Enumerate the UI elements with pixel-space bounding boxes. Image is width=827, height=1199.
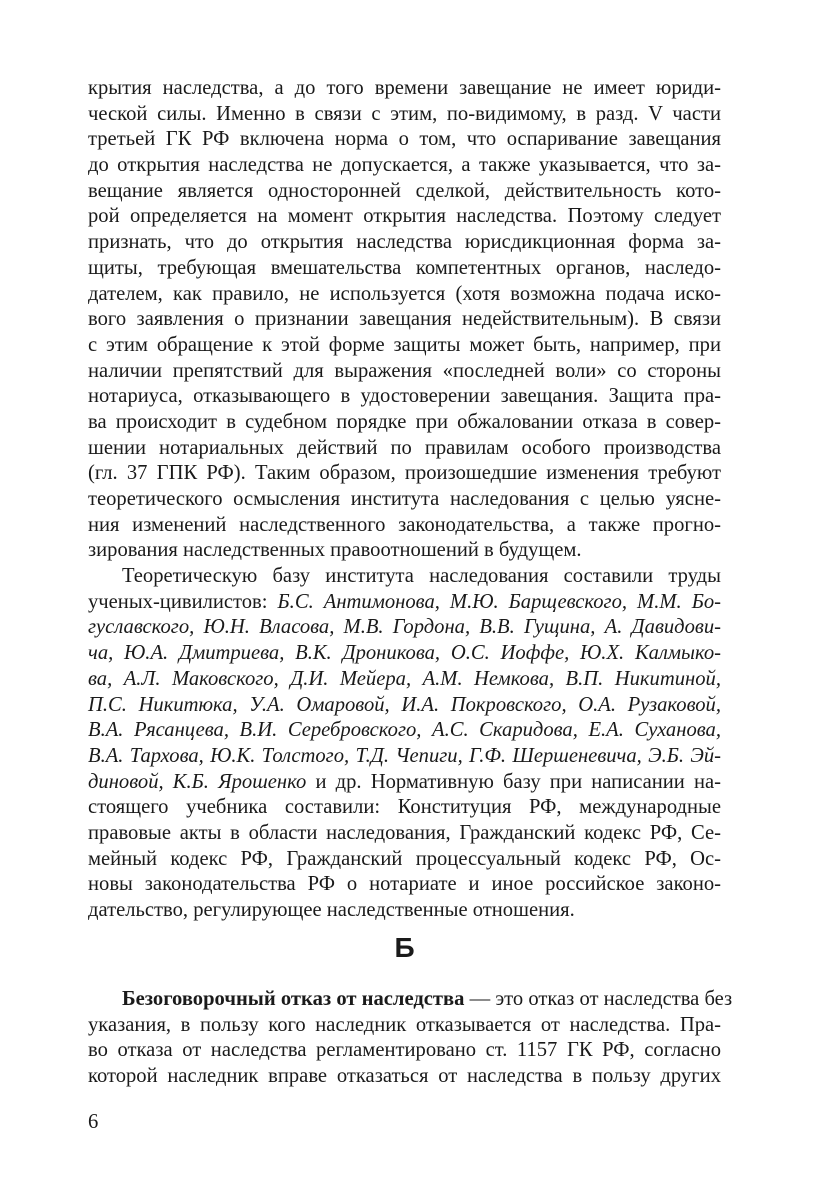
text-line: дательство, регулирующее наследственные отношения. [88, 899, 575, 921]
text-line: ческой силы. Именно в связи с этим, по-видимому, в разд. V части [88, 102, 721, 125]
text-line [88, 590, 721, 616]
section-heading-letter: Б [394, 932, 415, 963]
text-line: крытия наследства, а до того времени завещание не имеет юриди- [88, 77, 721, 99]
text-line: (гл. 37 ГПК РФ). Таким образом, произошедшие изменения требуют [88, 462, 721, 485]
text-line: новы законодательства РФ о нотариате и иное российское законо- [88, 873, 721, 896]
author-names: ва, А.Л. Маковского, Д.И. Мейера, А.М. Немкова, В.П. Никитиной, [88, 667, 721, 690]
author-names: П.С. Никитюка, У.А. Омаровой, И.А. Покровского, О.А. Рузаковой, [88, 693, 721, 716]
text-line: ва происходит в судебном порядке при обжаловании отказа в совер- [88, 410, 721, 433]
text-line: шении нотариальных действий по правилам особого производства [88, 436, 721, 459]
author-names: Б.С. Антимонова, М.Ю. Барщевского, М.М. Бо- [277, 590, 721, 613]
text-line: признать, что до открытия наследства юрисдикционная форма за- [88, 231, 721, 254]
text-line: которой наследник вправе отказаться от наследства в пользу других [88, 1065, 721, 1088]
text-line: наличии препятствий для выражения «последней воли» со стороны [88, 359, 721, 382]
text-line: ния изменений наследственного законодательства, а также прогно- [88, 513, 721, 536]
text-line: щиты, требующая вмешательства компетентных органов, наследо- [88, 256, 721, 279]
text-line: третьей ГК РФ включена норма о том, что оспаривание завещания [88, 128, 721, 151]
text-line [88, 770, 721, 796]
author-names: ча, Ю.А. Дмитриева, В.К. Дроникова, О.С. Иоффе, Ю.Х. Калмыко- [88, 642, 721, 665]
text-line: теоретического осмысления института наследования с целью уясне- [88, 488, 721, 510]
text-line: Теоретическую базу института наследования составили труды [122, 565, 721, 588]
author-names: диновой, К.Б. Ярошенко [88, 770, 307, 793]
text-line: с этим обращение к этой форме защиты может быть, например, при [88, 333, 721, 356]
text-line: вещание является односторонней сделкой, действительность кото- [88, 179, 721, 202]
text-line: дателем, как правило, не используется (хотя возможна подача иско- [88, 282, 721, 305]
text-line: рой определяется на момент открытия наследства. Поэтому следует [88, 205, 721, 228]
text-line [88, 987, 733, 1013]
author-names: В.А. Тархова, Ю.К. Толстого, Т.Д. Чепиги, Г.Ф. Шершеневича, Э.Б. Эй- [88, 744, 721, 767]
page-number: 6 [88, 1111, 99, 1133]
text-line: зирования наследственных правоотношений в будущем. [88, 539, 582, 562]
text-line: вого заявления о признании завещания недействительным). В связи [88, 308, 721, 331]
text-run: ученых-цивилистов: [88, 590, 278, 613]
text-line: стоящего учебника составили: Конституция РФ, международные [88, 796, 721, 819]
paragraph-intro [88, 76, 721, 924]
text-line: мейный кодекс РФ, Гражданский процессуальный кодекс РФ, Ос- [88, 847, 721, 870]
text-run: — это отказ от наследства без [464, 988, 733, 1010]
defined-term: Безоговорочный отказ от наследства [122, 988, 465, 1010]
text-line: правовые акты в области наследования, Гражданский кодекс РФ, Се- [88, 821, 721, 844]
text-line: во отказа от наследства регламентировано ст. 1157 ГК РФ, согласно [88, 1039, 721, 1062]
author-names: гуславского, Ю.Н. Власова, М.В. Гордона, В.В. Гущина, А. Давидови- [88, 616, 721, 639]
text-line: до открытия наследства не допускается, а также указывается, что за- [88, 154, 721, 177]
paragraph-definition [88, 987, 733, 1090]
author-names: В.А. Рясанцева, В.И. Серебровского, А.С. Скаридова, Е.А. Суханова, [88, 719, 721, 742]
text-line: нотариуса, отказывающего в удостоверении завещания. Защита пра- [88, 385, 721, 408]
text-line: указания, в пользу кого наследник отказывается от наследства. Пра- [88, 1013, 721, 1036]
text-run: и др. Нормативную базу при написании на- [306, 770, 721, 793]
